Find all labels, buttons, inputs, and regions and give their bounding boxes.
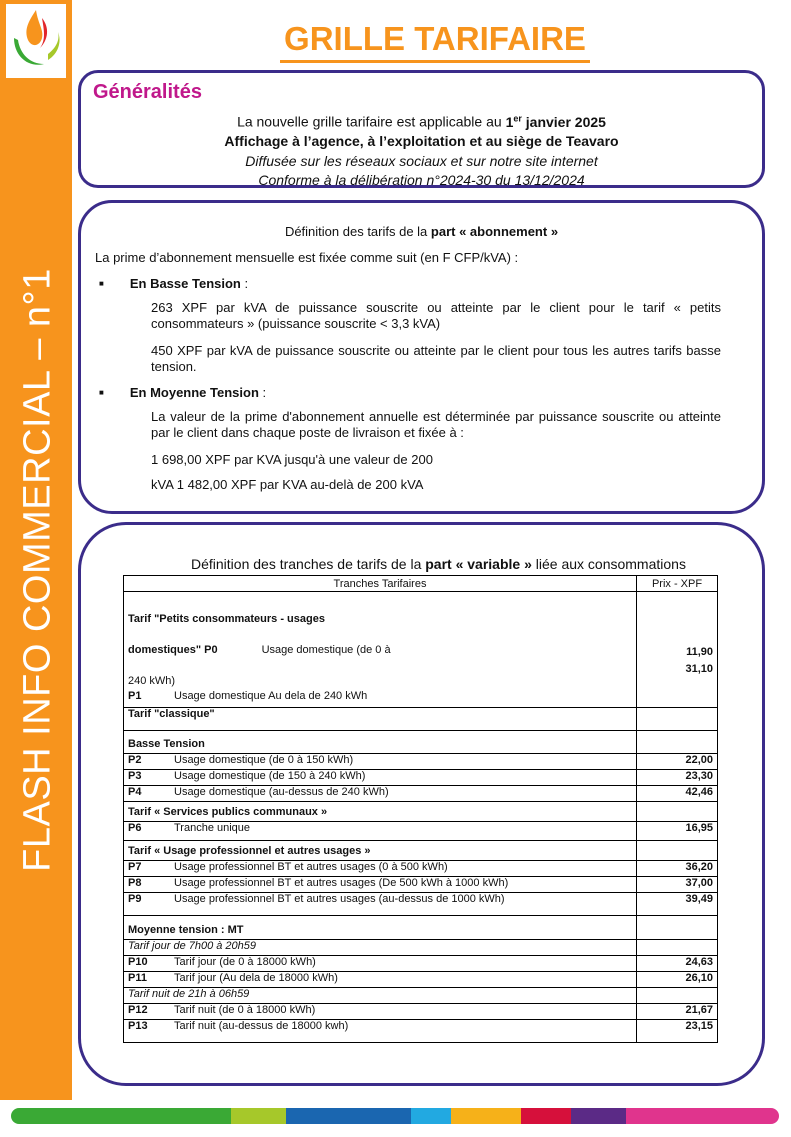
mt-paragraph-2: 1 698,00 XPF par KVA jusqu'à une valeur de 200 [151,452,433,467]
sidebar [0,0,72,1100]
bt-bullet: ■ En Basse Tension : [99,276,248,291]
display-line: Affichage à l’agence, à l’exploitation et au siège de Teavaro [224,133,619,150]
moyenne-tension-title: Moyenne tension : MT [124,916,637,940]
p0-price: 11,90 [686,646,713,658]
table-row: P11 Tarif jour (Au dela de 18000 kWh) 26,10 [124,972,718,988]
flame-logo-icon [6,4,66,78]
applicable-date-line: La nouvelle grille tarifaire est applicable au 1er janvier 2025 [237,113,606,130]
abonnement-card [78,200,765,514]
table-row: P2 Usage domestique (de 0 à 150 kWh) 22,00 [124,754,718,770]
bt-paragraph-1: 263 XPF par kVA de puissance souscrite ou atteinte par le client pour le tarif « petits consommateurs » (puissance souscrite < 3,3 kVA) [151,300,721,331]
stripe-segment [411,1108,451,1124]
sidebar-title: FLASH INFO COMMERCIAL – n°1 [16,268,59,872]
broadcast-line: Diffusée sur les réseaux sociaux et sur notre site internet [245,152,598,169]
company-logo [6,4,66,78]
table-row: P12 Tarif nuit (de 0 à 18000 kWh) 21,67 [124,1004,718,1020]
table-row: P13 Tarif nuit (au-dessus de 18000 kwh) 23,15 [124,1020,718,1043]
table-row: P7 Usage professionnel BT et autres usages (0 à 500 kWh) 36,20 [124,861,718,877]
usage-pro-title: Tarif « Usage professionnel et autres usages » [124,841,637,861]
bt-paragraph-2: 450 XPF par kVA de puissance souscrite ou atteinte par le client pour tous les autres tarifs basse tension. [151,343,721,374]
table-row: P4 Usage domestique (au-dessus de 240 kWh) 42,46 [124,786,718,802]
stripe-segment [286,1108,411,1124]
col-header-tranches: Tranches Tarifaires [124,576,637,592]
basse-tension-title: Basse Tension [124,731,637,754]
classique-title: Tarif "classique" [124,708,637,731]
stripe-segment [736,1108,779,1124]
table-row: P9 Usage professionnel BT et autres usages (au-dessus de 1000 kWh) 39,49 [124,893,718,916]
stripe-segment [41,1108,231,1124]
stripe-segment [451,1108,521,1124]
petits-consommateurs-title: Tarif "Petits consommateurs - usages [128,613,325,625]
table-row: P6 Tranche unique 16,95 [124,822,718,841]
page-title: GRILLE TARIFAIRE [280,20,590,63]
tarif-nuit-title: Tarif nuit de 21h à 06h59 [124,988,637,1004]
col-header-prix: Prix - XPF [637,576,718,592]
stripe-segment [571,1108,626,1124]
variable-card [78,522,765,1086]
mt-paragraph-1: La valeur de la prime d'abonnement annuelle est déterminée par puissance souscrite ou atteinte par le client dans chaque poste de livraison et fixée à : [151,409,721,440]
generalites-card [78,70,765,188]
stripe-segment [521,1108,571,1124]
stripe-segment [626,1108,736,1124]
services-publics-title: Tarif « Services publics communaux » [124,802,637,822]
table-row: P8 Usage professionnel BT et autres usages (De 500 kWh à 1000 kWh) 37,00 [124,877,718,893]
p1-price: 31,10 [685,663,713,675]
deliberation-line: Conforme à la délibération n°2024-30 du 13/12/2024 [258,172,585,189]
stripe-segment [11,1108,41,1124]
mt-paragraph-3: kVA 1 482,00 XPF par KVA au-delà de 200 kVA [151,477,424,492]
mt-bullet: ■ En Moyenne Tension : [99,385,266,400]
table-row: P10 Tarif jour (de 0 à 18000 kWh) 24,63 [124,956,718,972]
table-row: Tarif "Petits consommateurs - usages domestiques" P0 Usage domestique (de 0 à 240 kWh) P1 Usage domestique Au dela de 240 kWh 11,90 31,10 [124,592,718,708]
generalites-heading: Généralités [93,81,202,103]
table-row: P3 Usage domestique (de 150 à 240 kWh) 23,30 [124,770,718,786]
stripe-segment [231,1108,286,1124]
tariff-table [123,575,718,1043]
variable-title: Définition des tranches de tarifs de la part « variable » liée aux consommations [191,556,686,572]
tarif-jour-title: Tarif jour de 7h00 à 20h59 [124,940,637,956]
abonnement-intro: La prime d’abonnement mensuelle est fixée comme suit (en F CFP/kVA) : [95,250,519,265]
abonnement-title: Définition des tarifs de la part « abonnement » [284,224,559,239]
color-stripe [11,1108,779,1124]
